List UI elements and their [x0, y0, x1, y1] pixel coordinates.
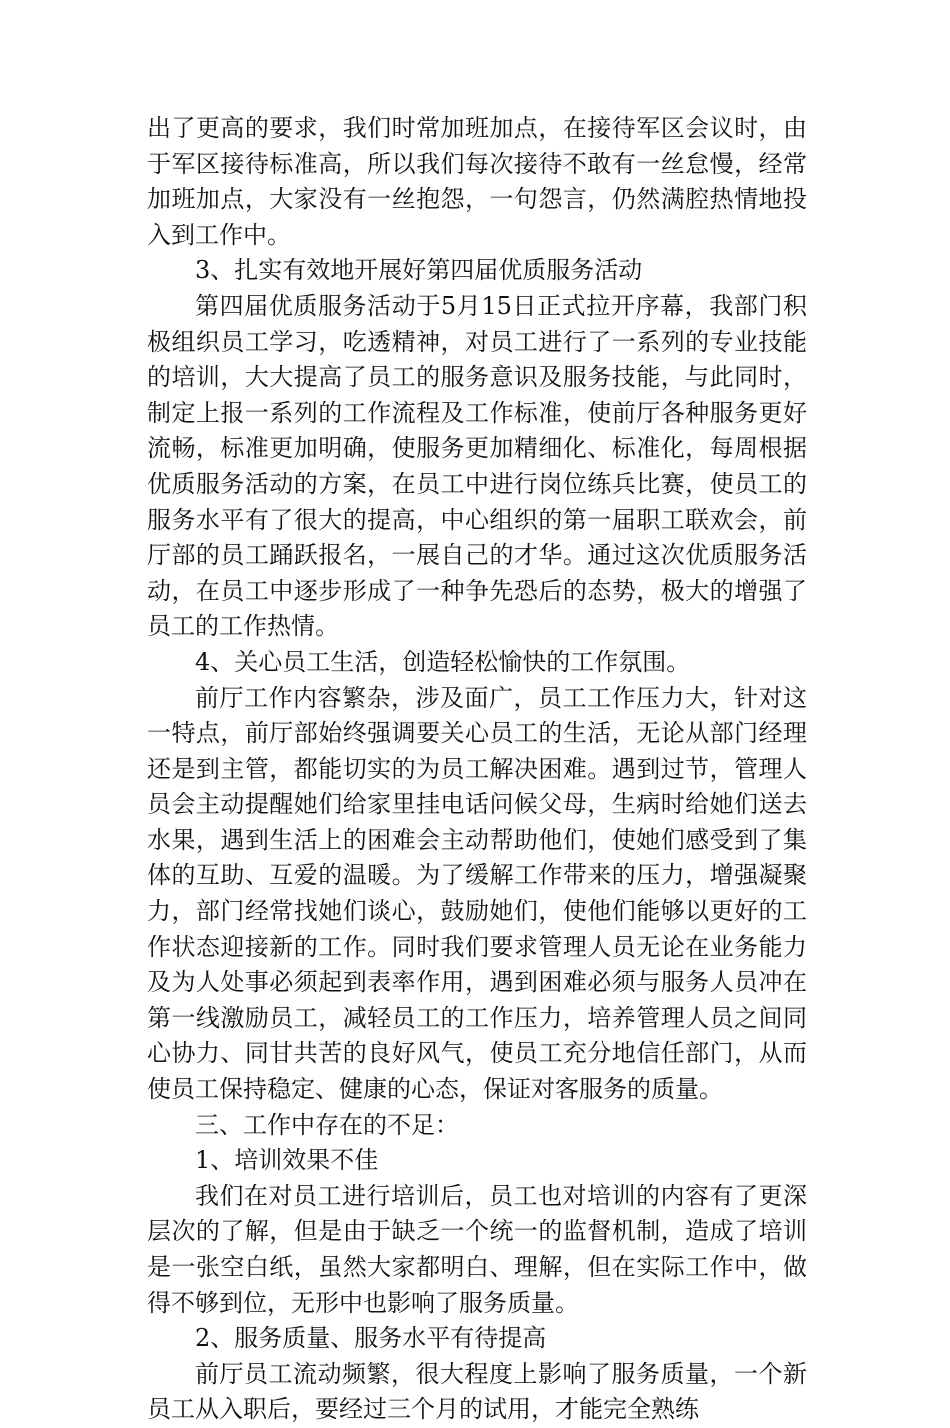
- heading-item-4: 4、关心员工生活，创造轻松愉快的工作氛围。: [195, 647, 691, 676]
- heading-item-2: 2、服务质量、服务水平有待提高: [195, 1324, 547, 1353]
- heading-item-3: 3、扎实有效地开展好第四届优质服务活动: [195, 256, 643, 285]
- paragraph-service-activity: 第四届优质服务活动于5月15日正式拉开序幕，我部门积极组织员工学习，吃透精神，对员工进行了一系列的专业技能的培训，大大提高了员工的服务意识及服务技能，与此同时，制定上报一系列的工作流程及工作标准，使前厅各种服务更好流畅，标准更加明确，使服务更加精细化、标准化，每周根据优质服务活动的方案，在员工中进行岗位练兵比赛，使员工的服务水平有了很大的提高，中心组织的第一届职工联欢会，前厅部的员工踊跃报名，一展自己的才华。通过这次优质服务活动，在员工中逐步形成了一种争先恐后的态势，极大的增强了员工的工作热情。: [147, 291, 807, 641]
- heading-item-1: 1、培训效果不佳: [195, 1146, 379, 1175]
- paragraph-continued: 出了更高的要求，我们时常加班加点，在接待军区会议时，由于军区接待标准高，所以我们每次接待不敢有一丝怠慢，经常加班加点，大家没有一丝抱怨，一句怨言，仍然满腔热情地投入到工作中。: [147, 114, 807, 249]
- section-heading-shortcomings: 三、工作中存在的不足：: [195, 1110, 459, 1139]
- paragraph-employee-care: 前厅工作内容繁杂，涉及面广，员工工作压力大，针对这一特点，前厅部始终强调要关心员工的生活，无论从部门经理还是到主管，都能切实的为员工解决困难。遇到过节，管理人员会主动提醒她们给家里挂电话问候父母，生病时给她们送去水果，遇到生活上的困难会主动帮助他们，使她们感受到了集体的互助、互爱的温暖。为了缓解工作带来的压力，增强凝聚力，部门经常找她们谈心，鼓励她们，使他们能够以更好的工作状态迎接新的工作。同时我们要求管理人员无论在业务能力及为人处事必须起到表率作用，遇到困难必须与服务人员冲在第一线激励员工，减轻员工的工作压力，培养管理人员之间同心协力、同甘共苦的良好风气，使员工充分地信任部门，从而使员工保持稳定、健康的心态，保证对客服务的质量。: [147, 683, 807, 1104]
- paragraph-training: 我们在对员工进行培训后，员工也对培训的内容有了更深层次的了解，但是由于缺乏一个统一的监督机制，造成了培训是一张空白纸，虽然大家都明白、理解，但在实际工作中，做得不够到位，无形中也影响了服务质量。: [147, 1181, 807, 1317]
- document-page: [147, 111, 807, 1428]
- paragraph-service-quality: 前厅员工流动频繁，很大程度上影响了服务质量，一个新员工从入职后，要经过三个月的试用，才能完全熟练: [147, 1359, 807, 1424]
